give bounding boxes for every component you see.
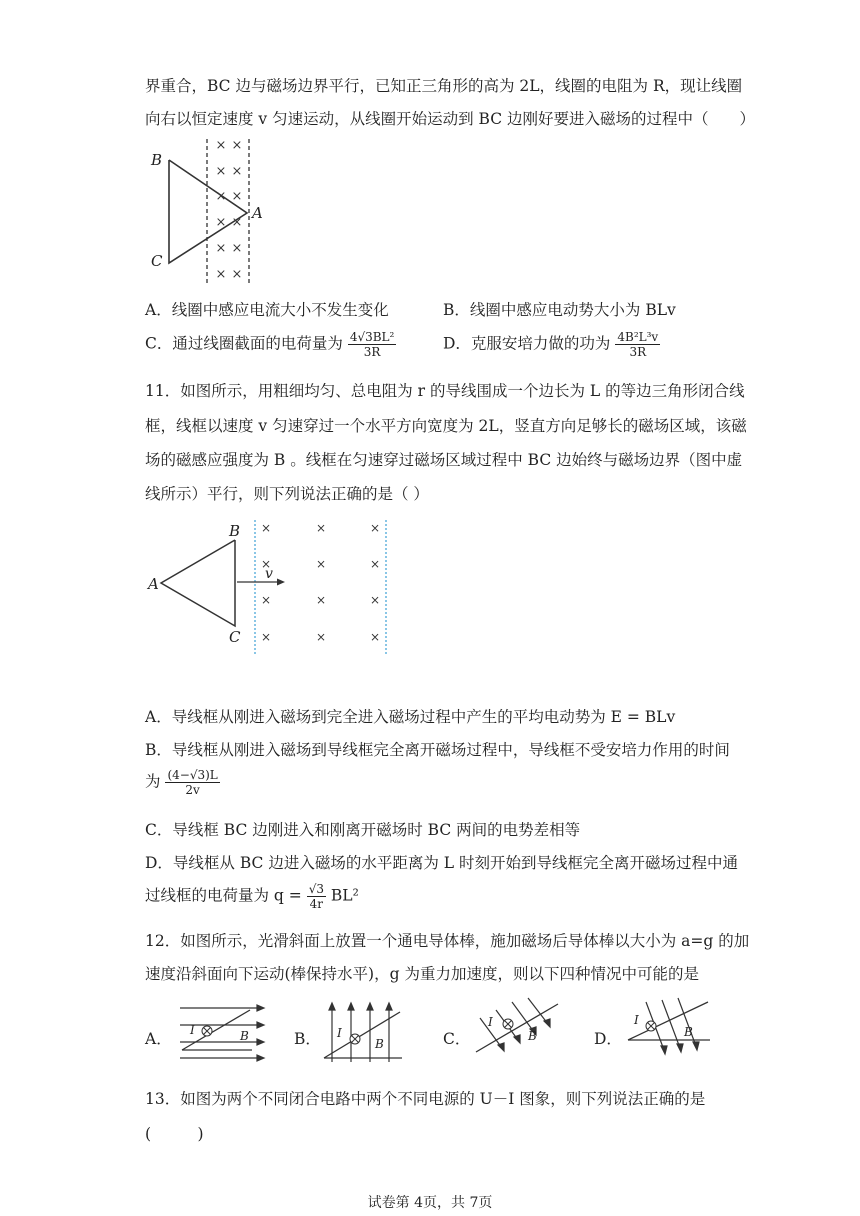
q11-label-v: v <box>265 566 273 582</box>
q10-option-d-text: D．克服安培力做的功为 <box>443 334 611 353</box>
q12-label-d: D． <box>594 1030 622 1048</box>
q11-option-c: C．导线框 BC 边刚进入和刚离开磁场时 BC 两间的电势差相等 <box>145 821 581 839</box>
q13-line2: ( ) <box>145 1125 204 1143</box>
q11-cross: × <box>260 557 272 571</box>
q10-option-c-den: 3R <box>363 345 381 359</box>
q10-option-c-fraction <box>348 330 397 359</box>
q11-option-d-line1: D．导线框从 BC 边进入磁场的水平距离为 L 时刻开始到导线框完全离开磁场过程中通 <box>145 854 738 872</box>
q11-option-d-num: √3 <box>308 882 324 896</box>
q10-cross: × <box>231 215 243 230</box>
q12-figure-d <box>624 996 716 1062</box>
q11-line3: 场的磁感应强度为 B 。线框在匀速穿过磁场区域过程中 BC 边始终与磁场边界（图中虚 <box>145 451 743 469</box>
q11-option-b-line1: B．导线框从刚进入磁场到导线框完全离开磁场过程中，导线框不受安培力作用的时间 <box>145 741 730 759</box>
q11-label-A: A <box>148 575 159 593</box>
q12-a-I: I <box>190 1023 195 1037</box>
q11-option-a: A．导线框从刚进入磁场到完全进入磁场过程中产生的平均电动势为 E = BLv <box>145 708 676 726</box>
q10-cross: × <box>215 138 227 153</box>
q10-cross: × <box>215 189 227 204</box>
q11-option-b-den: 2v <box>185 783 200 797</box>
q10-cross: × <box>231 241 243 256</box>
q10-label-A: A <box>252 204 263 222</box>
q10-cross: × <box>231 189 243 204</box>
q11-cross: × <box>369 521 381 535</box>
q11-line1: 11．如图所示，用粗细均匀、总电阻为 r 的导线围成一个边长为 L 的等边三角形闭合线 <box>145 382 745 400</box>
q11-cross: × <box>315 557 327 571</box>
q10-line2: 向右以恒定速度 v 匀速运动，从线圈开始运动到 BC 边刚好要进入磁场的过程中（ ） <box>145 110 756 128</box>
q10-label-C: C <box>151 252 163 270</box>
q11-option-d-line2 <box>145 882 359 911</box>
q13-line1: 13．如图为两个不同闭合电路中两个不同电源的 U－I 图象，则下列说法正确的是 <box>145 1090 706 1108</box>
q11-line2: 框，线框以速度 v 匀速穿过一个水平方向宽度为 2L，竖直方向足够长的磁场区域，该磁 <box>145 417 747 435</box>
q12-b-B: B <box>375 1037 384 1051</box>
q10-option-c-text: C．通过线圈截面的电荷量为 <box>145 334 343 353</box>
q11-cross: × <box>315 521 327 535</box>
q11-cross: × <box>369 557 381 571</box>
q11-figure <box>145 518 395 658</box>
q10-cross: × <box>215 267 227 282</box>
q12-label-b: B． <box>294 1030 321 1048</box>
q12-line1: 12．如图所示，光滑斜面上放置一个通电导体棒，施加磁场后导体棒以大小为 a=g 的加 <box>145 932 750 950</box>
q10-line1: 界重合，BC 边与磁场边界平行，已知正三角形的高为 2L，线圈的电阻为 R，现让线圈 <box>145 77 743 95</box>
q10-figure <box>145 135 270 287</box>
q11-cross: × <box>315 630 327 644</box>
q10-option-d-num: 4B²L³v <box>617 330 659 344</box>
q11-option-d-prefix: 过线框的电荷量为 q = <box>145 886 302 905</box>
q10-option-c <box>145 330 396 359</box>
q10-cross: × <box>231 267 243 282</box>
q11-option-d-suffix: BL² <box>330 886 359 905</box>
q10-cross: × <box>215 215 227 230</box>
q10-cross: × <box>215 241 227 256</box>
q12-c-B: B <box>528 1029 537 1043</box>
q12-line2: 速度沿斜面向下运动(棒保持水平)，g 为重力加速度，则以下四种情况中可能的是 <box>145 965 699 983</box>
q10-option-a: A．线圈中感应电流大小不发生变化 <box>145 301 389 319</box>
q12-b-I: I <box>337 1026 342 1040</box>
q12-figure-c <box>472 996 564 1060</box>
q11-option-b-num: (4−√3)L <box>167 768 218 782</box>
page-footer: 试卷第 4页，共 7页 <box>367 1195 493 1211</box>
q10-option-d-den: 3R <box>629 345 647 359</box>
q10-cross: × <box>215 164 227 179</box>
q11-cross: × <box>369 593 381 607</box>
q11-option-d-den: 4r <box>309 897 324 911</box>
q12-label-c: C． <box>443 1030 471 1048</box>
q11-line4: 线所示）平行，则下列说法正确的是（ ） <box>145 485 429 503</box>
q11-label-C: C <box>229 628 241 646</box>
q11-cross: × <box>260 630 272 644</box>
q11-cross: × <box>260 521 272 535</box>
q10-option-b: B．线圈中感应电动势大小为 BLv <box>443 301 676 319</box>
q10-option-d <box>443 330 660 359</box>
q12-label-a: A． <box>145 1030 172 1048</box>
q12-d-I: I <box>634 1013 639 1027</box>
q11-cross: × <box>260 593 272 607</box>
q12-figure-b <box>320 1000 406 1066</box>
q10-option-c-num: 4√3BL² <box>349 330 395 344</box>
q11-cross: × <box>369 630 381 644</box>
q11-option-d-fraction <box>307 882 326 911</box>
q10-option-d-fraction <box>615 330 660 359</box>
q11-cross: × <box>315 593 327 607</box>
q10-cross: × <box>231 138 243 153</box>
q11-option-b-fraction <box>165 768 219 797</box>
q11-option-b-prefix: 为 <box>145 772 161 791</box>
q11-option-b-line2 <box>145 768 220 797</box>
q10-label-B: B <box>151 151 163 169</box>
q12-figure-a <box>176 1000 268 1066</box>
q11-label-B: B <box>229 522 241 540</box>
q12-a-B: B <box>240 1029 249 1043</box>
q12-d-B: B <box>684 1025 693 1039</box>
q10-cross: × <box>231 164 243 179</box>
q12-c-I: I <box>488 1015 493 1029</box>
